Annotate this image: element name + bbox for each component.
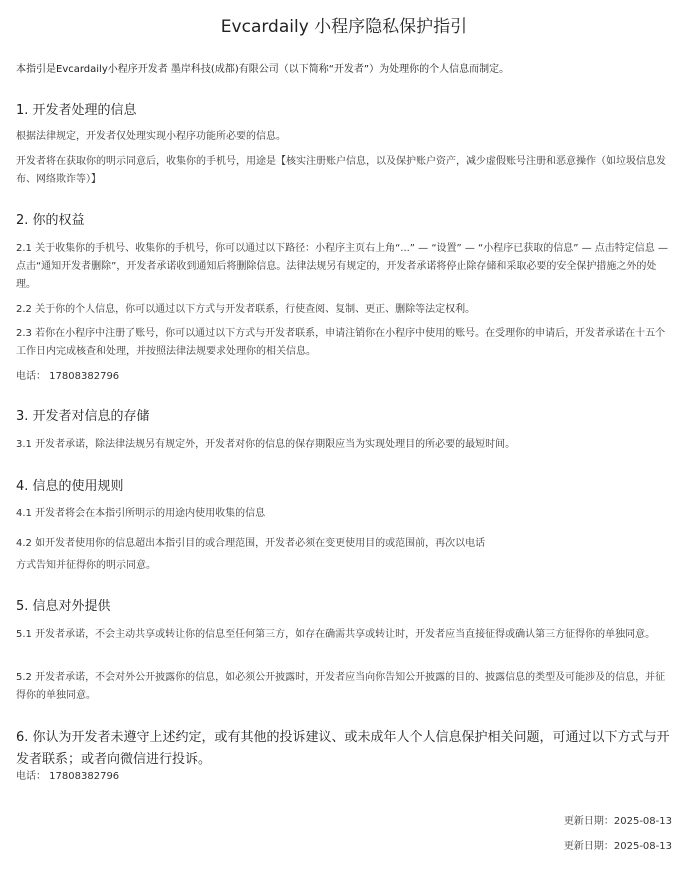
section-title-1: 1. 开发者处理的信息 — [16, 103, 137, 118]
section-6-phone: 电话： 17808382796 — [16, 771, 120, 782]
section-title-3: 3. 开发者对信息的存储 — [16, 409, 150, 424]
section-2-para-3: 2.3 若你在小程序中注册了账号，你可以通过以下方式与开发者联系，申请注销你在小程序中使用的账号。在受理你的申请后，开发者承诺在十五个工作日内完成核查和处理，并按照法律法规要求处理你的相关信息。 — [16, 328, 666, 357]
section-3-para-1: 3.1 开发者承诺，除法律法规另有规定外，开发者对你的信息的保存期限应当为实现处理目的所必要的最短时间。 — [16, 439, 516, 450]
section-4-para-1: 4.1 开发者将会在本指引所明示的用途内使用收集的信息 — [16, 508, 266, 519]
intro-paragraph: 本指引是Evcardaily小程序开发者 墨岸科技(成都)有限公司（以下简称“开发者”）为处理你的个人信息而制定。 — [16, 64, 510, 75]
section-title-4: 4. 信息的使用规则 — [16, 479, 124, 494]
section-title-5: 5. 信息对外提供 — [16, 599, 111, 614]
section-title-2: 2. 你的权益 — [16, 213, 85, 228]
section-1-para-1: 根据法律规定，开发者仅处理实现小程序功能所必要的信息。 — [16, 131, 286, 142]
section-1-para-2: 开发者将在获取你的明示同意后，收集你的手机号，用途是【核实注册账户信息，以及保护账户资产，减少虚假账号注册和恶意操作（如垃圾信息发布、网络欺诈等）】 — [16, 156, 666, 185]
section-5-para-2: 5.2 开发者承诺，不会对外公开披露你的信息，如必须公开披露时，开发者应当向你告知公开披露的目的、披露信息的类型及可能涉及的信息，并征得你的单独同意。 — [16, 672, 666, 701]
section-4-para-3: 方式告知并征得你的明示同意。 — [16, 560, 156, 571]
update-date-2: 更新日期：2025-08-13 — [563, 841, 672, 852]
section-title-6: 6. 你认为开发者未遵守上述约定，或有其他的投诉建议、或未成年人个人信息保护相关问题，可通过以下方式与开发者联系；或者向微信进行投诉。 — [16, 730, 670, 767]
update-date-1: 更新日期：2025-08-13 — [563, 816, 672, 827]
section-2-para-2: 2.2 关于你的个人信息，你可以通过以下方式与开发者联系，行使查阅、复制、更正、删除等法定权利。 — [16, 304, 476, 315]
section-4-para-2: 4.2 如开发者使用你的信息超出本指引目的或合理范围，开发者必须在变更使用目的或范围前，再次以电话 — [16, 538, 486, 549]
section-2-phone: 电话： 17808382796 — [16, 371, 120, 382]
page-title: Evcardaily 小程序隐私保护指引 — [220, 17, 468, 37]
section-5-para-1: 5.1 开发者承诺，不会主动共享或转让你的信息至任何第三方，如存在确需共享或转让时，开发者应当直接征得或确认第三方征得你的单独同意。 — [16, 629, 656, 640]
section-2-para-1: 2.1 关于收集你的手机号、收集你的手机号，你可以通过以下路径：小程序主页右上角“...” — “设置” — “小程序已获取的信息” — 点击特定信息 — 点击“通知开发者删除”，开发者承诺收到通知后将删除信息。法律法规另有规定的，开发者承诺将停止除存储和采取必要的安全保护措施之外的处理。 — [16, 243, 668, 290]
